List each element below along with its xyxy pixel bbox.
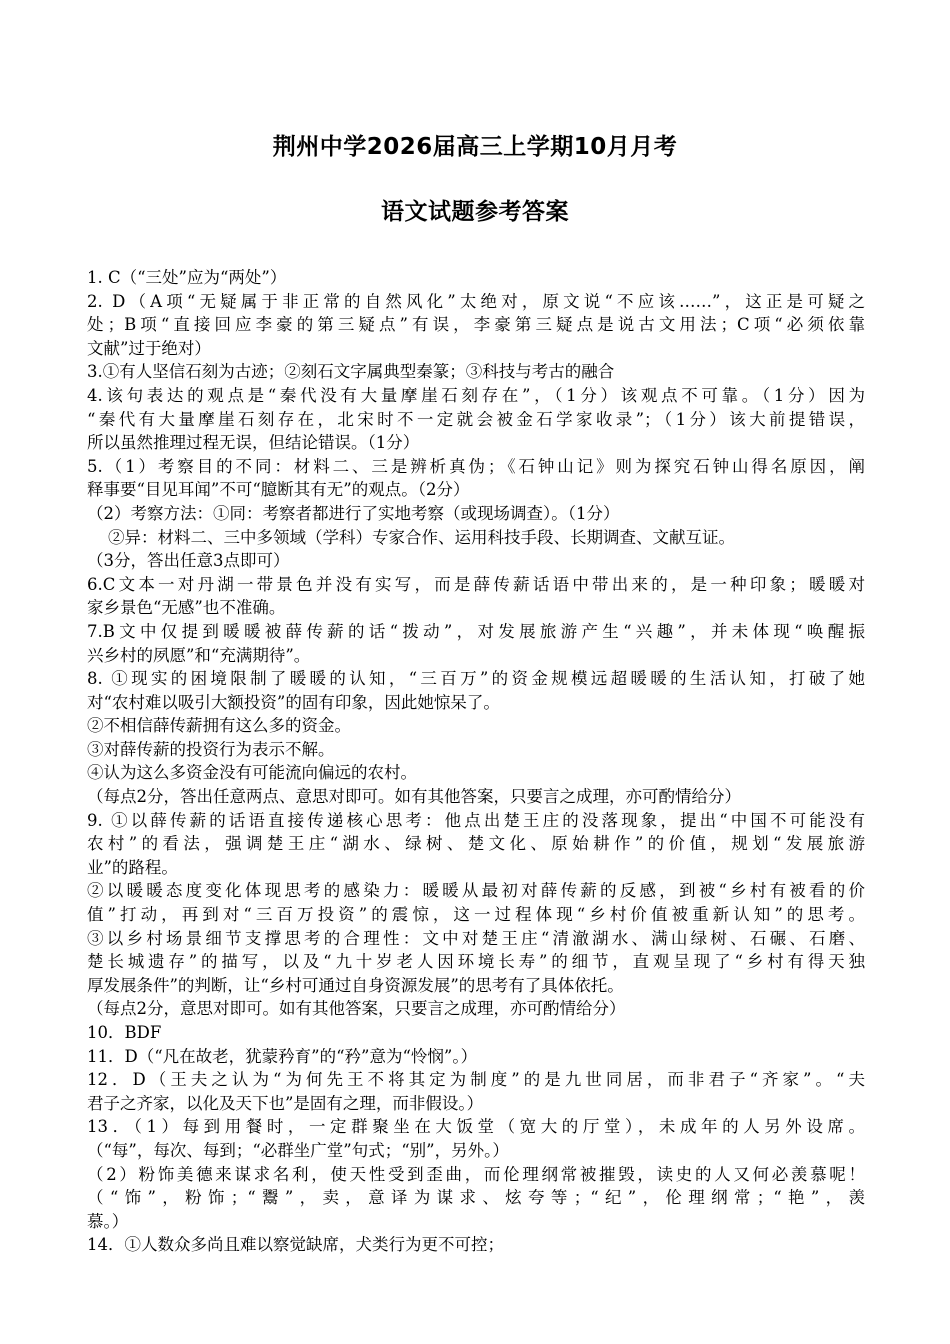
answer-line: 所以虽然推理过程无误，但结论错误。（1分） [87,433,420,453]
answer-line: 厚发展条件”的判断，让“乡村可通过自身资源发展”的思考有了具体依托。 [87,975,624,995]
answer-line: ②异：材料二、三中多领域（学科）专家合作、运用科技手段、长期调查、文献互证。 [87,527,735,547]
answer-line: 14．①人数众多尚且难以察觉缺席，犬类行为更不可控； [87,1235,504,1255]
answer-line: 对“农村难以吸引大额投资”的固有印象，因此她惊呆了。 [87,692,500,712]
answer-line: 君子之齐家，以化及天下也”是固有之理，而非假设。） [87,1093,484,1113]
answer-line: 9. ①以薛传薪的话语直接传递核心思考：他点出楚王庄的没落现象，提出“中国不可能没有 [87,810,865,830]
answer-line: 1. C（“三处”应为“两处”） [87,268,287,287]
answer-line: 值”打动，再到对“三百万投资”的震惊，这一过程体现“乡村价值被重新认知”的思考。 [87,905,865,925]
answer-line: 8. ①现实的困境限制了暖暖的认知，“三百万”的资金规模远超暖暖的生活认知，打破了她 [87,669,865,689]
answer-line: “秦代有大量摩崖石刻存在，北宋时不一定就会被金石学家收录”；（1分）该大前提错误， [87,409,865,429]
answer-line: 13．（1）每到用餐时，一定群聚坐在大饭堂（宽大的厅堂），未成年的人另外设席。 [87,1117,865,1137]
answer-line: 释事要“目见耳闻”不可“臆断其有无”的观点。（2分） [87,480,470,500]
answer-line: 文献”过于绝对） [87,338,211,358]
answer-line: （每点2分，答出任意两点、意思对即可。如有其他答案，只要言之成理，亦可酌情给分） [87,787,741,807]
answer-line: 兴乡村的夙愿”和“充满期待”。 [87,645,311,665]
answer-line: （“每”，每次、每到；“必群坐广堂”句式；“别”，另外。） [87,1140,509,1160]
answer-line: 12．D（王夫之认为“为何先王不将其定为制度”的是九世同居，而非君子“齐家”。“夫 [87,1070,865,1090]
answer-line: （“饰”，粉饰；“鬻”，卖，意译为谋求、炫夸等；“纪”，伦理纲常；“艳”，羡 [87,1188,865,1208]
answer-line: 家乡景色“无感”也不准确。 [87,598,286,618]
answer-line: ②以暖暖态度变化体现思考的感染力：暖暖从最初对薛传薪的反感，到被“乡村有被看的价 [87,881,865,901]
answer-line: ④认为这么多资金没有可能流向偏远的农村。 [87,763,417,783]
answer-body [87,266,865,1257]
page-title: 荆州中学2026届高三上学期10月月考 [272,134,678,160]
answer-line: 处；B项“直接回应李豪的第三疑点”有误，李豪第三疑点是说古文用法；C项“必须依靠 [87,315,865,335]
answer-line: 2. D（A项“无疑属于非正常的自然风化”太绝对，原文说“不应该……”，这正是可疑之 [87,291,865,311]
answer-line: （每点2分，意思对即可。如有其他答案，只要言之成理，亦可酌情给分） [87,999,626,1019]
answer-line: （2）考察方法：①同：考察者都进行了实地考察（或现场调查）。（1分） [87,503,620,523]
answer-line: 7.B文中仅提到暖暖被薛传薪的话“拨动”，对发展旅游产生“兴趣”，并未体现“唤醒振 [87,621,865,641]
answer-line: 10．BDF [87,1023,162,1042]
answer-line: 6.C文本一对丹湖一带景色并没有实写，而是薛传薪话语中带出来的，是一种印象；暖暖对 [87,574,865,594]
answer-line: ②不相信薛传薪拥有这么多的资金。 [87,716,351,736]
answer-line: 农村”的看法，强调楚王庄“湖水、绿树、楚文化、原始耕作”的价值，规划“发展旅游 [87,834,865,854]
answer-line: 业”的路程。 [87,857,178,877]
answer-line: 慕。） [87,1211,129,1231]
answer-line: ③以乡村场景细节支撑思考的合理性：文中对楚王庄“清澈湖水、满山绿树、石碾、石磨、 [87,928,865,948]
answer-line: （3分，答出任意3点即可） [87,551,290,571]
answer-line: 3.①有人坚信石刻为古迹；②刻石文字属典型秦篆；③科技与考古的融合 [87,362,615,382]
answer-line: 5.（1）考察目的不同：材料二、三是辨析真伪；《石钟山记》则为探究石钟山得名原因，阐 [87,456,865,476]
answer-line: （2）粉饰美德来谋求名利，使天性受到歪曲，而伦理纲常被摧毁，读史的人又何必羡慕呢！ [87,1164,865,1184]
answer-line: ③对薛传薪的投资行为表示不解。 [87,739,335,759]
page-subtitle: 语文试题参考答案 [381,199,569,225]
answer-line: 4.该句表达的观点是“秦代没有大量摩崖石刻存在”，（1分）该观点不可靠。（1分）因为 [87,385,865,405]
answer-line: 11．D（“凡在故老，犹蒙矜育”的“矜”意为“怜悯”。） [87,1046,478,1066]
answer-line: 楚长城遗存”的描写，以及“九十岁老人因环境长寿”的细节，直观呈现了“乡村有得天独 [87,952,865,972]
